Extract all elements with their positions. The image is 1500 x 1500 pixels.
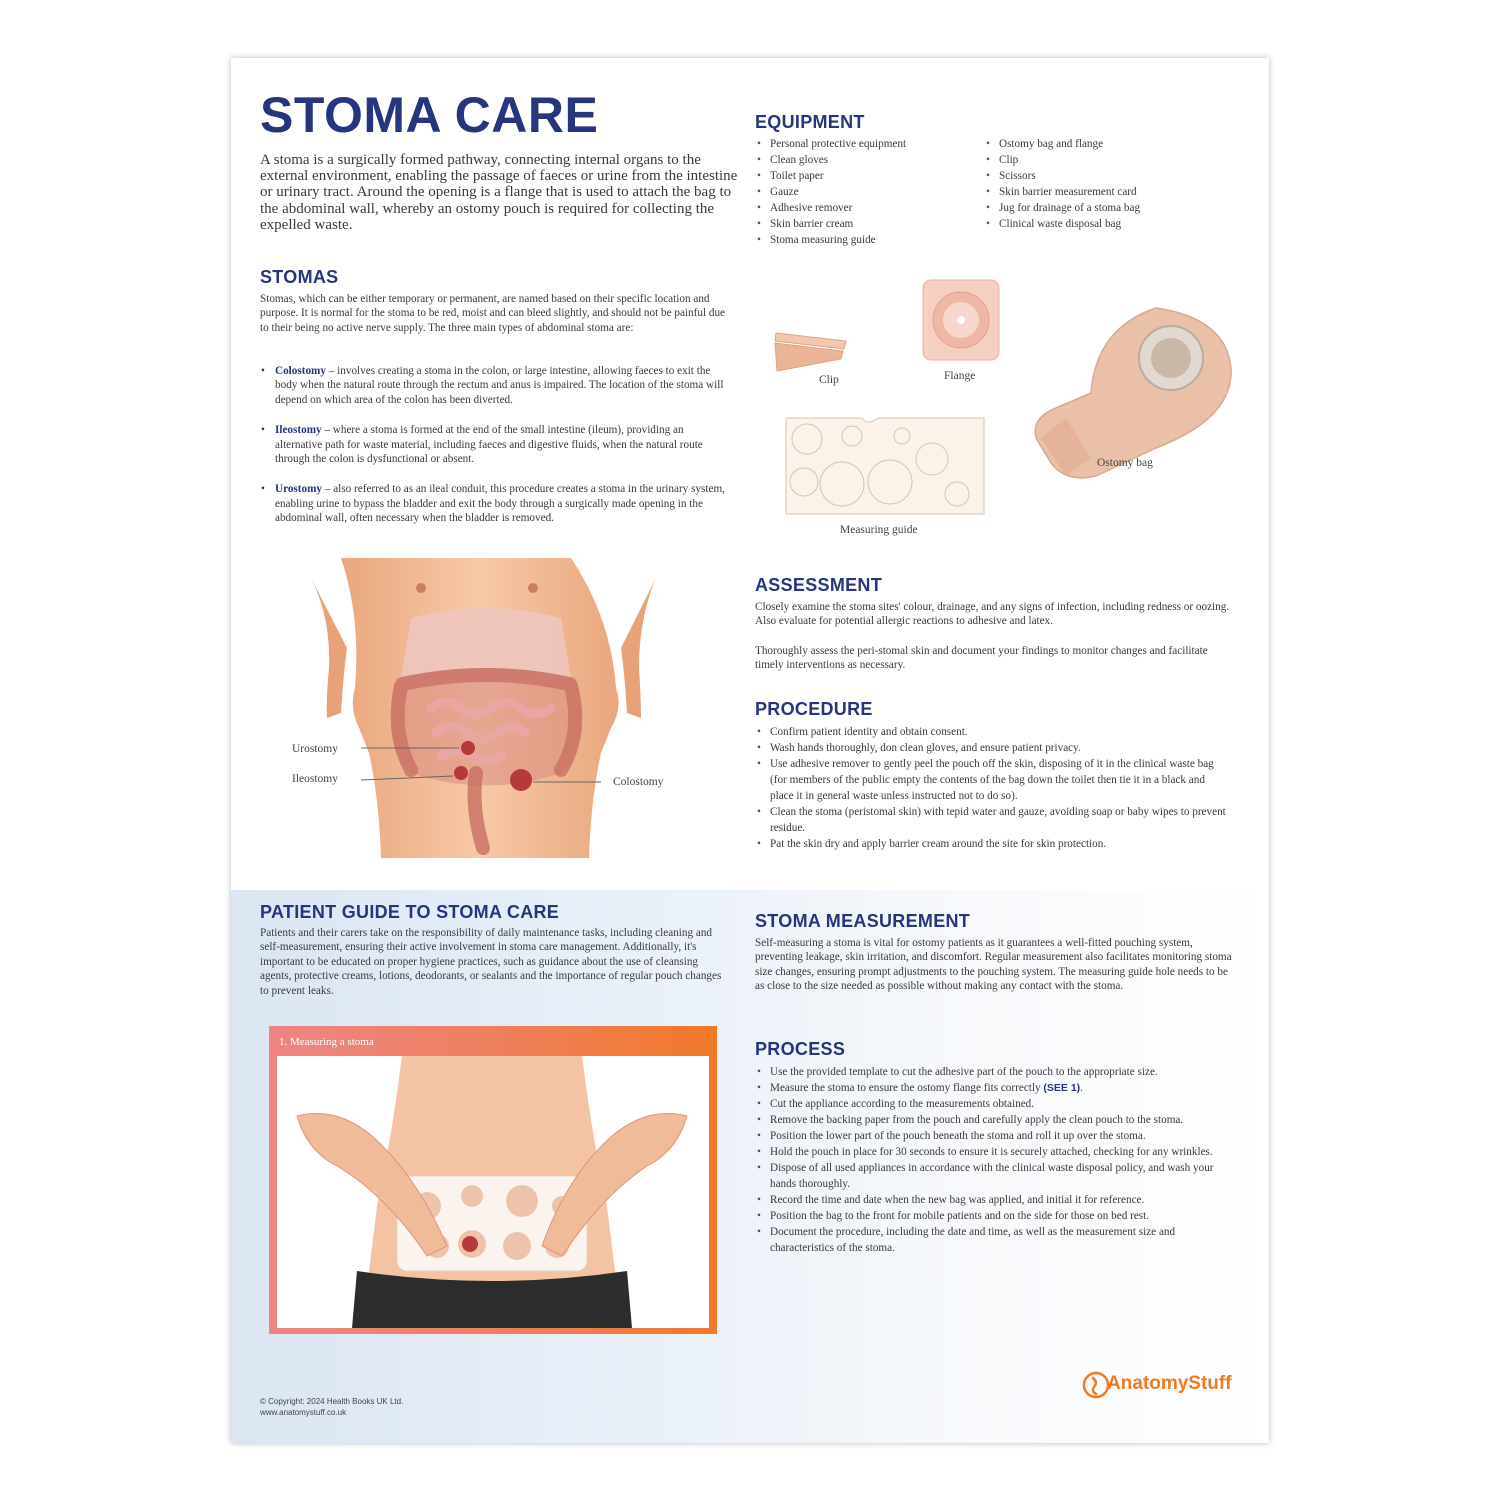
equipment-item: • Skin barrier cream [756, 216, 981, 232]
process-step: • Hold the pouch in place for 30 seconds to ensure it is securely attached, checking for any wrinkles. [756, 1144, 1234, 1160]
label-ileostomy: Ileostomy [292, 773, 338, 785]
figure-label: 1. Measuring a stoma [279, 1036, 374, 1048]
equipment-list-1 [756, 136, 981, 248]
process-step: • Remove the backing paper from the pouch and carefully apply the clean pouch to the stoma. [756, 1112, 1234, 1128]
equipment-item: • Clinical waste disposal bag [985, 216, 1225, 232]
equipment-item: • Toilet paper [756, 168, 981, 184]
see-reference-link[interactable]: (SEE 1) [1043, 1082, 1081, 1094]
stoma-type-term: Urostomy [275, 483, 323, 496]
assessment-text-1: Closely examine the stoma sites' colour, drainage, and any signs of infection, including redness or oozing. Also evaluate for potential allergic reactions to adhesive and latex. [755, 601, 1230, 628]
process-step: • Document the procedure, including the date and time, as well as the measurement size and characteristics of the stoma. [756, 1224, 1234, 1256]
poster-sheet [231, 58, 1269, 1443]
process-step: • Position the bag to the front for mobile patients and on the side for those on bed rest. [756, 1208, 1234, 1224]
process-step-end: . [1080, 1082, 1083, 1094]
copyright-text: © Copyright: 2024 Health Books UK Ltd. [260, 1397, 404, 1406]
assessment-heading: ASSESSMENT [755, 575, 883, 595]
caption-measuring-guide: Measuring guide [840, 524, 918, 536]
procedure-step: • Wash hands thoroughly, don clean gloves, and ensure patient privacy. [756, 740, 1231, 756]
assessment-text-2: Thoroughly assess the peri-stomal skin and document your findings to monitor changes and facilitate timely interventions as necessary. [755, 645, 1208, 672]
measuring-stoma-illustration [277, 1056, 709, 1328]
patient-guide-heading: PATIENT GUIDE TO STOMA CARE [260, 902, 560, 922]
measurement-heading: STOMA MEASUREMENT [755, 911, 971, 931]
measurement-text: Self-measuring a stoma is vital for ostomy patients as it guarantees a well-fitted pouching system, preventing leakage, skin irritation, and discomfort. Regular measurement also facilitates monitoring stoma size changes, ensuring prompt adjustments to the pouching system. The measuring guide hole needs to be as close to the size needed as possible without making any contact with the stoma. [755, 937, 1232, 993]
process-step-text: Measure the stoma to ensure the ostomy flange fits correctly [770, 1082, 1044, 1094]
caption-clip: Clip [819, 374, 839, 386]
equipment-item: • Adhesive remover [756, 200, 981, 216]
website-link[interactable]: www.anatomystuff.co.uk [260, 1408, 347, 1417]
anatomystuff-logo[interactable] [1081, 1368, 1251, 1404]
measuring-figure-frame [269, 1026, 717, 1334]
procedure-list [756, 724, 1231, 852]
equipment-item: • Personal protective equipment [756, 136, 981, 152]
procedure-step: • Pat the skin dry and apply barrier cream around the site for skin protection. [756, 836, 1231, 852]
process-heading: PROCESS [755, 1039, 846, 1059]
copyright-block [260, 1396, 403, 1418]
equipment-heading: EQUIPMENT [755, 112, 865, 132]
process-list [756, 1064, 1234, 1256]
label-colostomy: Colostomy [613, 776, 664, 788]
procedure-step: • Use adhesive remover to gently peel the pouch off the skin, disposing of it in the clinical waste bag (for members of the public empty the contents of the bag down the toilet then tie it in a black and place it in general waste unless instructed not to do so). [756, 756, 1231, 804]
equipment-item: • Ostomy bag and flange [985, 136, 1225, 152]
page-title: STOMA CARE [260, 87, 599, 143]
stoma-type-colostomy [260, 364, 732, 407]
stoma-type-term: Colostomy [275, 365, 326, 377]
intro-paragraph: A stoma is a surgically formed pathway, connecting internal organs to the external environment, enabling the passage of faeces or urine from the intestine or urinary tract. Around the opening is a flange that is used to attach the bag to the abdominal wall, whereby an ostomy pouch is required for collecting the expelled waste. [260, 152, 738, 233]
procedure-heading: PROCEDURE [755, 699, 873, 719]
patient-guide-text: Patients and their carers take on the responsibility of daily maintenance tasks, including cleaning and self-measurement, ensuring their active involvement in stoma care management. Additionally, it's important to be educated on proper hygiene practices, such as guidance about the use of cleansing agents, protective creams, lotions, deodorants, or sealants and the importance of regular pouch changes to prevent leaks. [260, 927, 722, 997]
equipment-item: • Clip [985, 152, 1225, 168]
caption-ostomy-bag: Ostomy bag [1097, 457, 1153, 469]
equipment-item: • Skin barrier measurement card [985, 184, 1225, 200]
process-step: • Cut the appliance according to the measurements obtained. [756, 1096, 1234, 1112]
equipment-item: • Gauze [756, 184, 981, 200]
flange-illustration [921, 278, 1001, 363]
stoma-type-desc: – involves creating a stoma in the colon, or large intestine, allowing faeces to exit the body when the natural route through the rectum and anus is impaired. The location of the stoma will depend on which area of the colon has been diverted. [275, 365, 724, 406]
stoma-type-desc: – where a stoma is formed at the end of the small intestine (ileum), providing an alternative path for waste material, including faeces and digestive fluids, when the natural route through the colon is dysfunctional or absent. [275, 424, 703, 466]
stomas-heading: STOMAS [260, 267, 339, 287]
measuring-guide-illustration [782, 414, 988, 518]
procedure-step: • Confirm patient identity and obtain consent. [756, 724, 1231, 740]
process-step: • Use the provided template to cut the adhesive part of the pouch to the appropriate size. [756, 1064, 1234, 1080]
urostomy-marker [461, 741, 475, 755]
stoma-type-ileostomy [260, 423, 732, 466]
equipment-item: • Jug for drainage of a stoma bag [985, 200, 1225, 216]
stoma-types-list [260, 364, 732, 542]
equipment-item: • Clean gloves [756, 152, 981, 168]
equipment-item: • Scissors [985, 168, 1225, 184]
stomas-text: Stomas, which can be either temporary or permanent, are named based on their specific location and purpose. It is normal for the stoma to be red, moist and can bleed slightly, and should not be painful due to their being no active nerve supply. The three main types of abdominal stoma are: [260, 293, 726, 334]
process-step: • Dispose of all used appliances in accordance with the clinical waste disposal policy, and wash your hands thoroughly. [756, 1160, 1234, 1192]
caption-flange: Flange [944, 370, 976, 382]
ileostomy-marker [454, 766, 468, 780]
clip-illustration [771, 323, 851, 378]
colostomy-marker [510, 769, 532, 791]
logo-text: AnatomyStuff [1107, 1373, 1232, 1394]
process-step: • Record the time and date when the new bag was applied, and initial it for reference. [756, 1192, 1234, 1208]
label-urostomy: Urostomy [292, 743, 338, 755]
process-step-see [756, 1080, 1234, 1096]
equipment-item: • Stoma measuring guide [756, 232, 981, 248]
stoma-type-term: Ileostomy [275, 424, 322, 437]
abdomen-anatomy-illustration [271, 558, 711, 868]
equipment-list-2 [985, 136, 1225, 232]
ostomy-bag-illustration [1026, 298, 1241, 483]
process-step: • Position the lower part of the pouch beneath the stoma and roll it up over the stoma. [756, 1128, 1234, 1144]
procedure-step: • Clean the stoma (peristomal skin) with tepid water and gauze, avoiding soap or baby wipes to prevent residue. [756, 804, 1231, 836]
stoma-type-urostomy [260, 482, 732, 525]
stoma-type-desc: – also referred to as an ileal conduit, this procedure creates a stoma in the urinary system, enabling urine to bypass the bladder and exit the body through a surgically made opening in the abdominal wall, often necessary when the bladder is removed. [275, 483, 725, 525]
